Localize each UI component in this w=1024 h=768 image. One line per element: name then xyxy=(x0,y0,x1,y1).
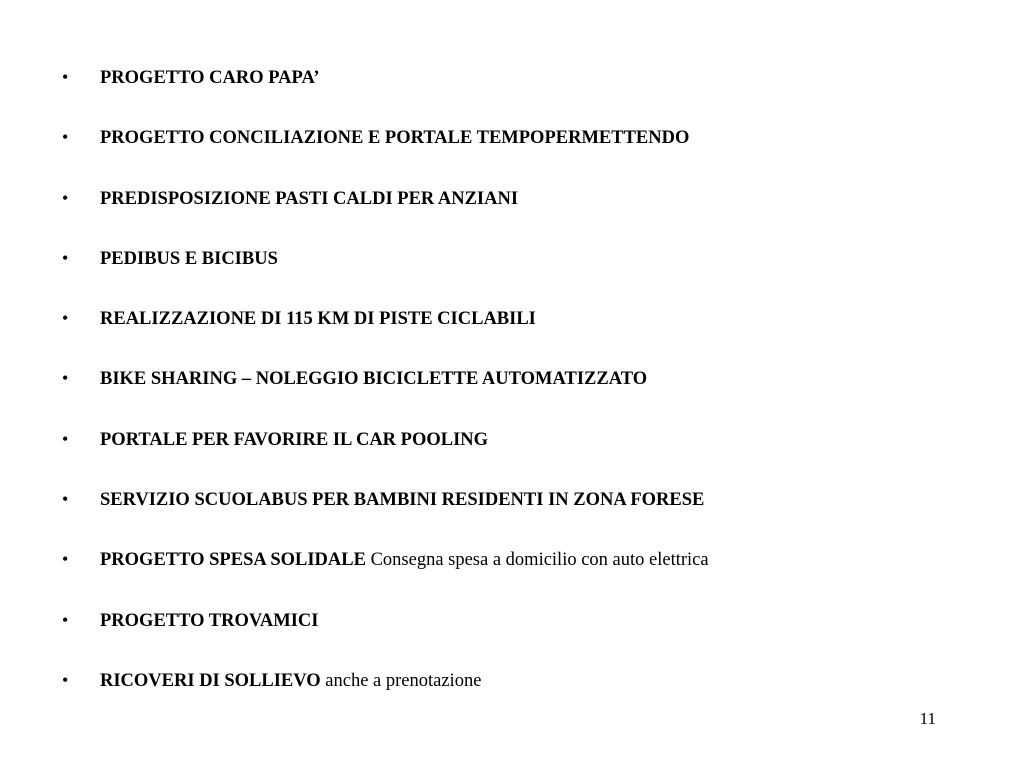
bullet-icon: • xyxy=(62,308,69,329)
list-item xyxy=(62,484,709,544)
list-item xyxy=(62,605,709,665)
list-item xyxy=(62,544,709,604)
list-item-bold-text: PEDIBUS E BICIBUS xyxy=(100,248,278,269)
bullet-icon: • xyxy=(62,127,69,148)
bullet-list xyxy=(62,62,709,725)
list-item-text xyxy=(100,244,278,274)
bullet-icon: • xyxy=(62,549,69,570)
list-item-bold-text: RICOVERI DI SOLLIEVO xyxy=(100,670,321,691)
list-item xyxy=(62,424,709,484)
list-item-text xyxy=(100,485,704,515)
list-item-bold-text: SERVIZIO SCUOLABUS PER BAMBINI RESIDENTI IN ZONA FORESE xyxy=(100,490,705,511)
bullet-icon: • xyxy=(62,669,69,690)
list-item-bold-text: PORTALE PER FAVORIRE IL CAR POOLING xyxy=(100,429,489,450)
list-item-bold-text: PROGETTO CONCILIAZIONE E PORTALE TEMPOPERMETTENDO xyxy=(100,128,690,149)
page-number: 11 xyxy=(919,709,936,728)
bullet-icon: • xyxy=(62,67,69,87)
list-item-bold-text: REALIZZAZIONE DI 115 KM DI PISTE CICLABILI xyxy=(100,309,536,330)
list-item-text xyxy=(100,63,320,93)
bullet-icon: • xyxy=(62,609,69,630)
list-item-text xyxy=(100,545,709,575)
list-item-bold-text: PREDISPOSIZIONE PASTI CALDI PER ANZIANI xyxy=(100,188,519,209)
list-item xyxy=(62,665,709,725)
list-item-text xyxy=(100,425,488,455)
list-item xyxy=(62,183,709,243)
list-item xyxy=(62,363,709,423)
list-item-bold-text: PROGETTO TROVAMICI xyxy=(100,610,319,631)
list-item xyxy=(62,243,709,303)
bullet-icon: • xyxy=(62,247,69,268)
bullet-icon: • xyxy=(62,368,69,389)
list-item xyxy=(62,122,709,182)
list-item-text xyxy=(100,123,689,153)
list-item-text xyxy=(100,184,518,214)
list-item-text xyxy=(100,606,318,636)
bullet-icon: • xyxy=(62,187,69,208)
list-item-normal-text: anche a prenotazione xyxy=(320,670,482,691)
list-item-bold-text: BIKE SHARING – NOLEGGIO BICICLETTE AUTOMATIZZATO xyxy=(100,369,648,390)
list-item-bold-text: PROGETTO CARO PAPA’ xyxy=(100,68,320,88)
list-item-normal-text: Consegna spesa a domicilio con auto elettrica xyxy=(365,550,709,571)
list-item-text xyxy=(100,364,647,394)
list-item xyxy=(62,303,709,363)
list-item-bold-text: PROGETTO SPESA SOLIDALE xyxy=(100,550,366,571)
list-item-text xyxy=(100,666,481,696)
bullet-icon: • xyxy=(62,489,69,510)
list-item xyxy=(62,62,709,122)
list-item-text xyxy=(100,304,536,334)
bullet-icon: • xyxy=(62,428,69,449)
